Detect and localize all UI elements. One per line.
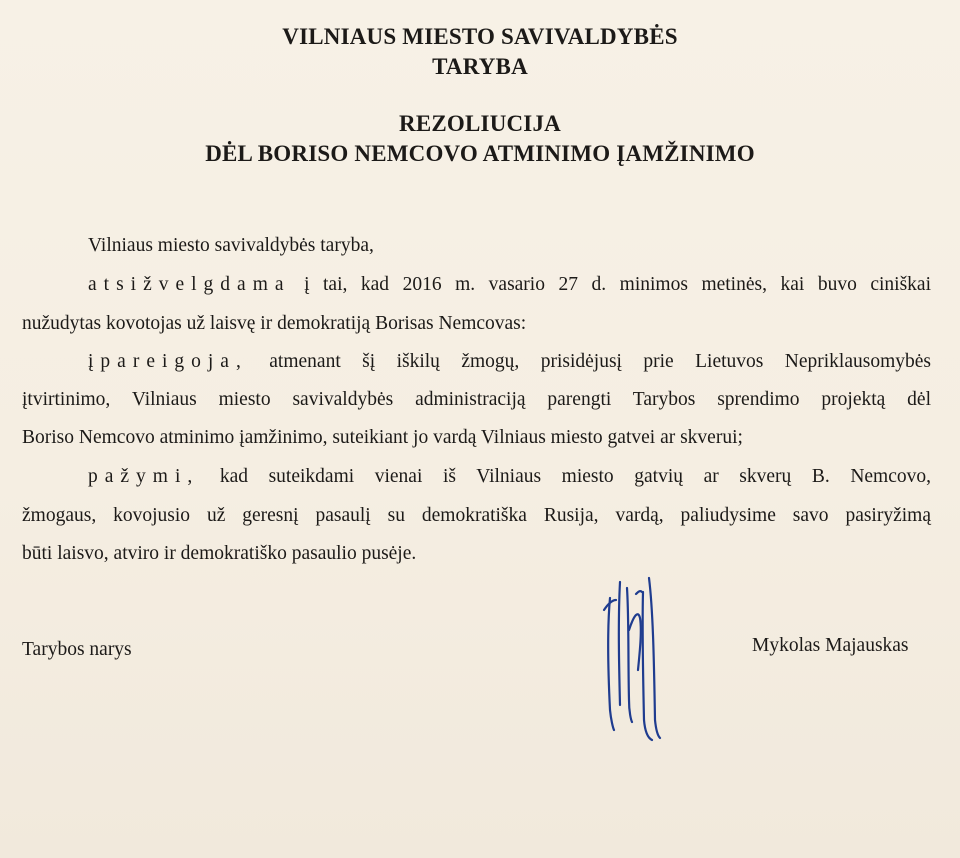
org-line-1: VILNIAUS MIESTO SAVIVALDYBĖS: [282, 24, 678, 49]
handwritten-signature: [596, 570, 666, 745]
paragraph-2-line-1-text: atmenant šį iškilų žmogų, prisidėjusį prie Lietuvos Nepriklausomybės: [269, 351, 931, 372]
title-line-1: REZOLIUCIJA: [399, 111, 561, 136]
paragraph-1-line-1: [88, 273, 931, 297]
paragraph-3-line-1: [88, 465, 931, 489]
keyword-ipareigoja: įpareigoja,: [88, 351, 248, 372]
paragraph-2-line-1: [88, 350, 931, 374]
signatory-role: Tarybos narys: [22, 639, 132, 660]
paragraph-3-line-2: žmogaus, kovojusio už geresnį pasaulį su demokratiška Rusija, vardą, paliudysime savo pasiryžimą: [22, 505, 931, 526]
paragraph-1-line-2: nužudytas kovotojas už laisvę ir demokratiją Borisas Nemcovas:: [22, 313, 527, 334]
keyword-atsizvelgdama: atsižvelgdama: [88, 274, 291, 295]
signatory-name: Mykolas Majauskas: [752, 635, 909, 656]
intro-line: Vilniaus miesto savivaldybės taryba,: [88, 235, 374, 256]
title-line-2: DĖL BORISO NEMCOVO ATMINIMO ĮAMŽINIMO: [205, 141, 755, 166]
paragraph-2-line-3: Boriso Nemcovo atminimo įamžinimo, suteikiant jo vardą Vilniaus miesto gatvei ar skverui;: [22, 427, 743, 448]
issuing-body: [0, 22, 960, 82]
paragraph-3-line-1-text: kad suteikdami vienai iš Vilniaus miesto gatvių ar skverų B. Nemcovo,: [219, 466, 931, 487]
paragraph-2-line-2: įtvirtinimo, Vilniaus miesto savivaldybės administraciją parengti Tarybos sprendimo projektą dėl: [22, 389, 931, 410]
paragraph-3-line-3: būti laisvo, atviro ir demokratiško pasaulio pusėje.: [22, 543, 417, 564]
paragraph-1-line-1-text: į tai, kad 2016 m. vasario 27 d. minimos metinės, kai buvo ciniškai: [304, 274, 932, 295]
keyword-pazymi: pažymi,: [88, 466, 200, 487]
org-line-2: TARYBA: [432, 54, 528, 79]
document-title: [0, 109, 960, 169]
